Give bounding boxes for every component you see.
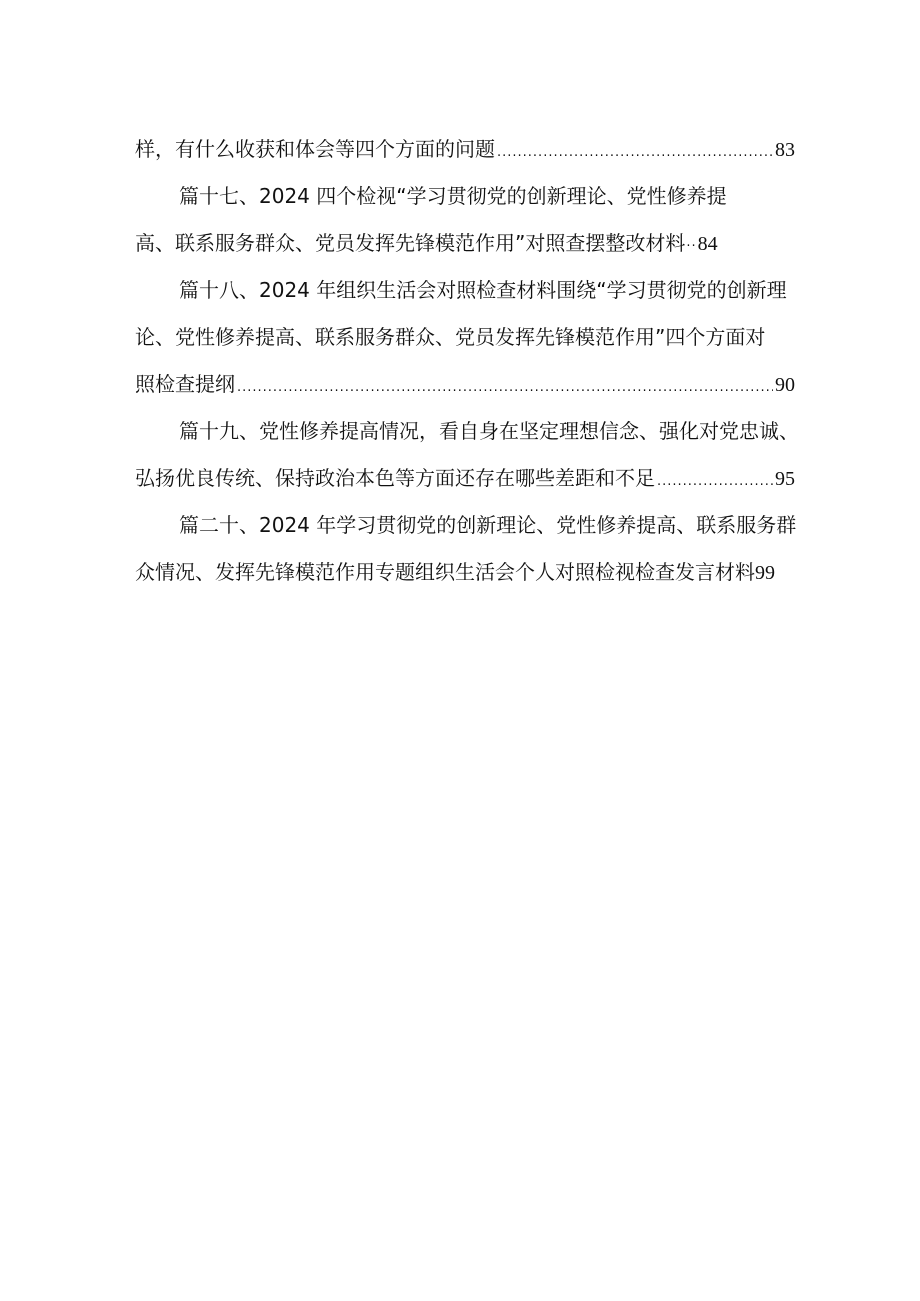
toc-entry-text: 众情况、发挥先锋模范作用专题组织生活会个人对照检视检查发言材料 — [135, 560, 755, 584]
toc-line — [135, 408, 799, 455]
toc-entry-text: 篇十九、党性修养提高情况，看自身在坚定理想信念、强化对党忠诚、 — [179, 419, 799, 443]
toc-entry-text: 论、党性修养提高、联系服务群众、党员发挥先锋模范作用”四个方面对 — [135, 325, 766, 349]
toc-entry-text: 篇十八、2024 年组织生活会对照检查材料围绕“学习贯彻党的创新理 — [179, 278, 787, 302]
toc-entry-text: 篇二十、2024 年学习贯彻党的创新理论、党性修养提高、联系服务群 — [179, 513, 797, 537]
toc-line — [135, 126, 795, 173]
toc-line — [135, 549, 795, 596]
toc-line — [135, 502, 795, 549]
toc-entry-text: 高、联系服务群众、党员发挥先锋模范作用”对照查摆整改材料 — [135, 231, 686, 255]
toc-line — [135, 220, 795, 267]
toc-page-number: 83 — [775, 139, 795, 161]
toc-entry-text: 弘扬优良传统、保持政治本色等方面还存在哪些差距和不足 — [135, 466, 655, 490]
toc-page-number: 84 — [697, 233, 718, 255]
toc-page-number: 99 — [755, 562, 775, 584]
dot-leader — [237, 364, 773, 411]
toc-line — [135, 267, 795, 314]
dot-leader — [497, 129, 773, 176]
toc-line — [135, 455, 795, 502]
toc-page-number: 95 — [775, 468, 795, 490]
toc-entry-text: 照检查提纲 — [135, 372, 235, 396]
dot-leader: ·· — [686, 239, 697, 254]
toc-entry-text: 样，有什么收获和体会等四个方面的问题 — [135, 137, 495, 161]
toc-line — [135, 314, 795, 361]
toc-page-number: 90 — [775, 374, 795, 396]
dot-leader — [657, 458, 773, 505]
toc-line — [135, 173, 795, 220]
toc-entry-text: 篇十七、2024 四个检视“学习贯彻党的创新理论、党性修养提 — [179, 184, 727, 208]
table-of-contents — [135, 126, 799, 596]
toc-line — [135, 361, 795, 408]
